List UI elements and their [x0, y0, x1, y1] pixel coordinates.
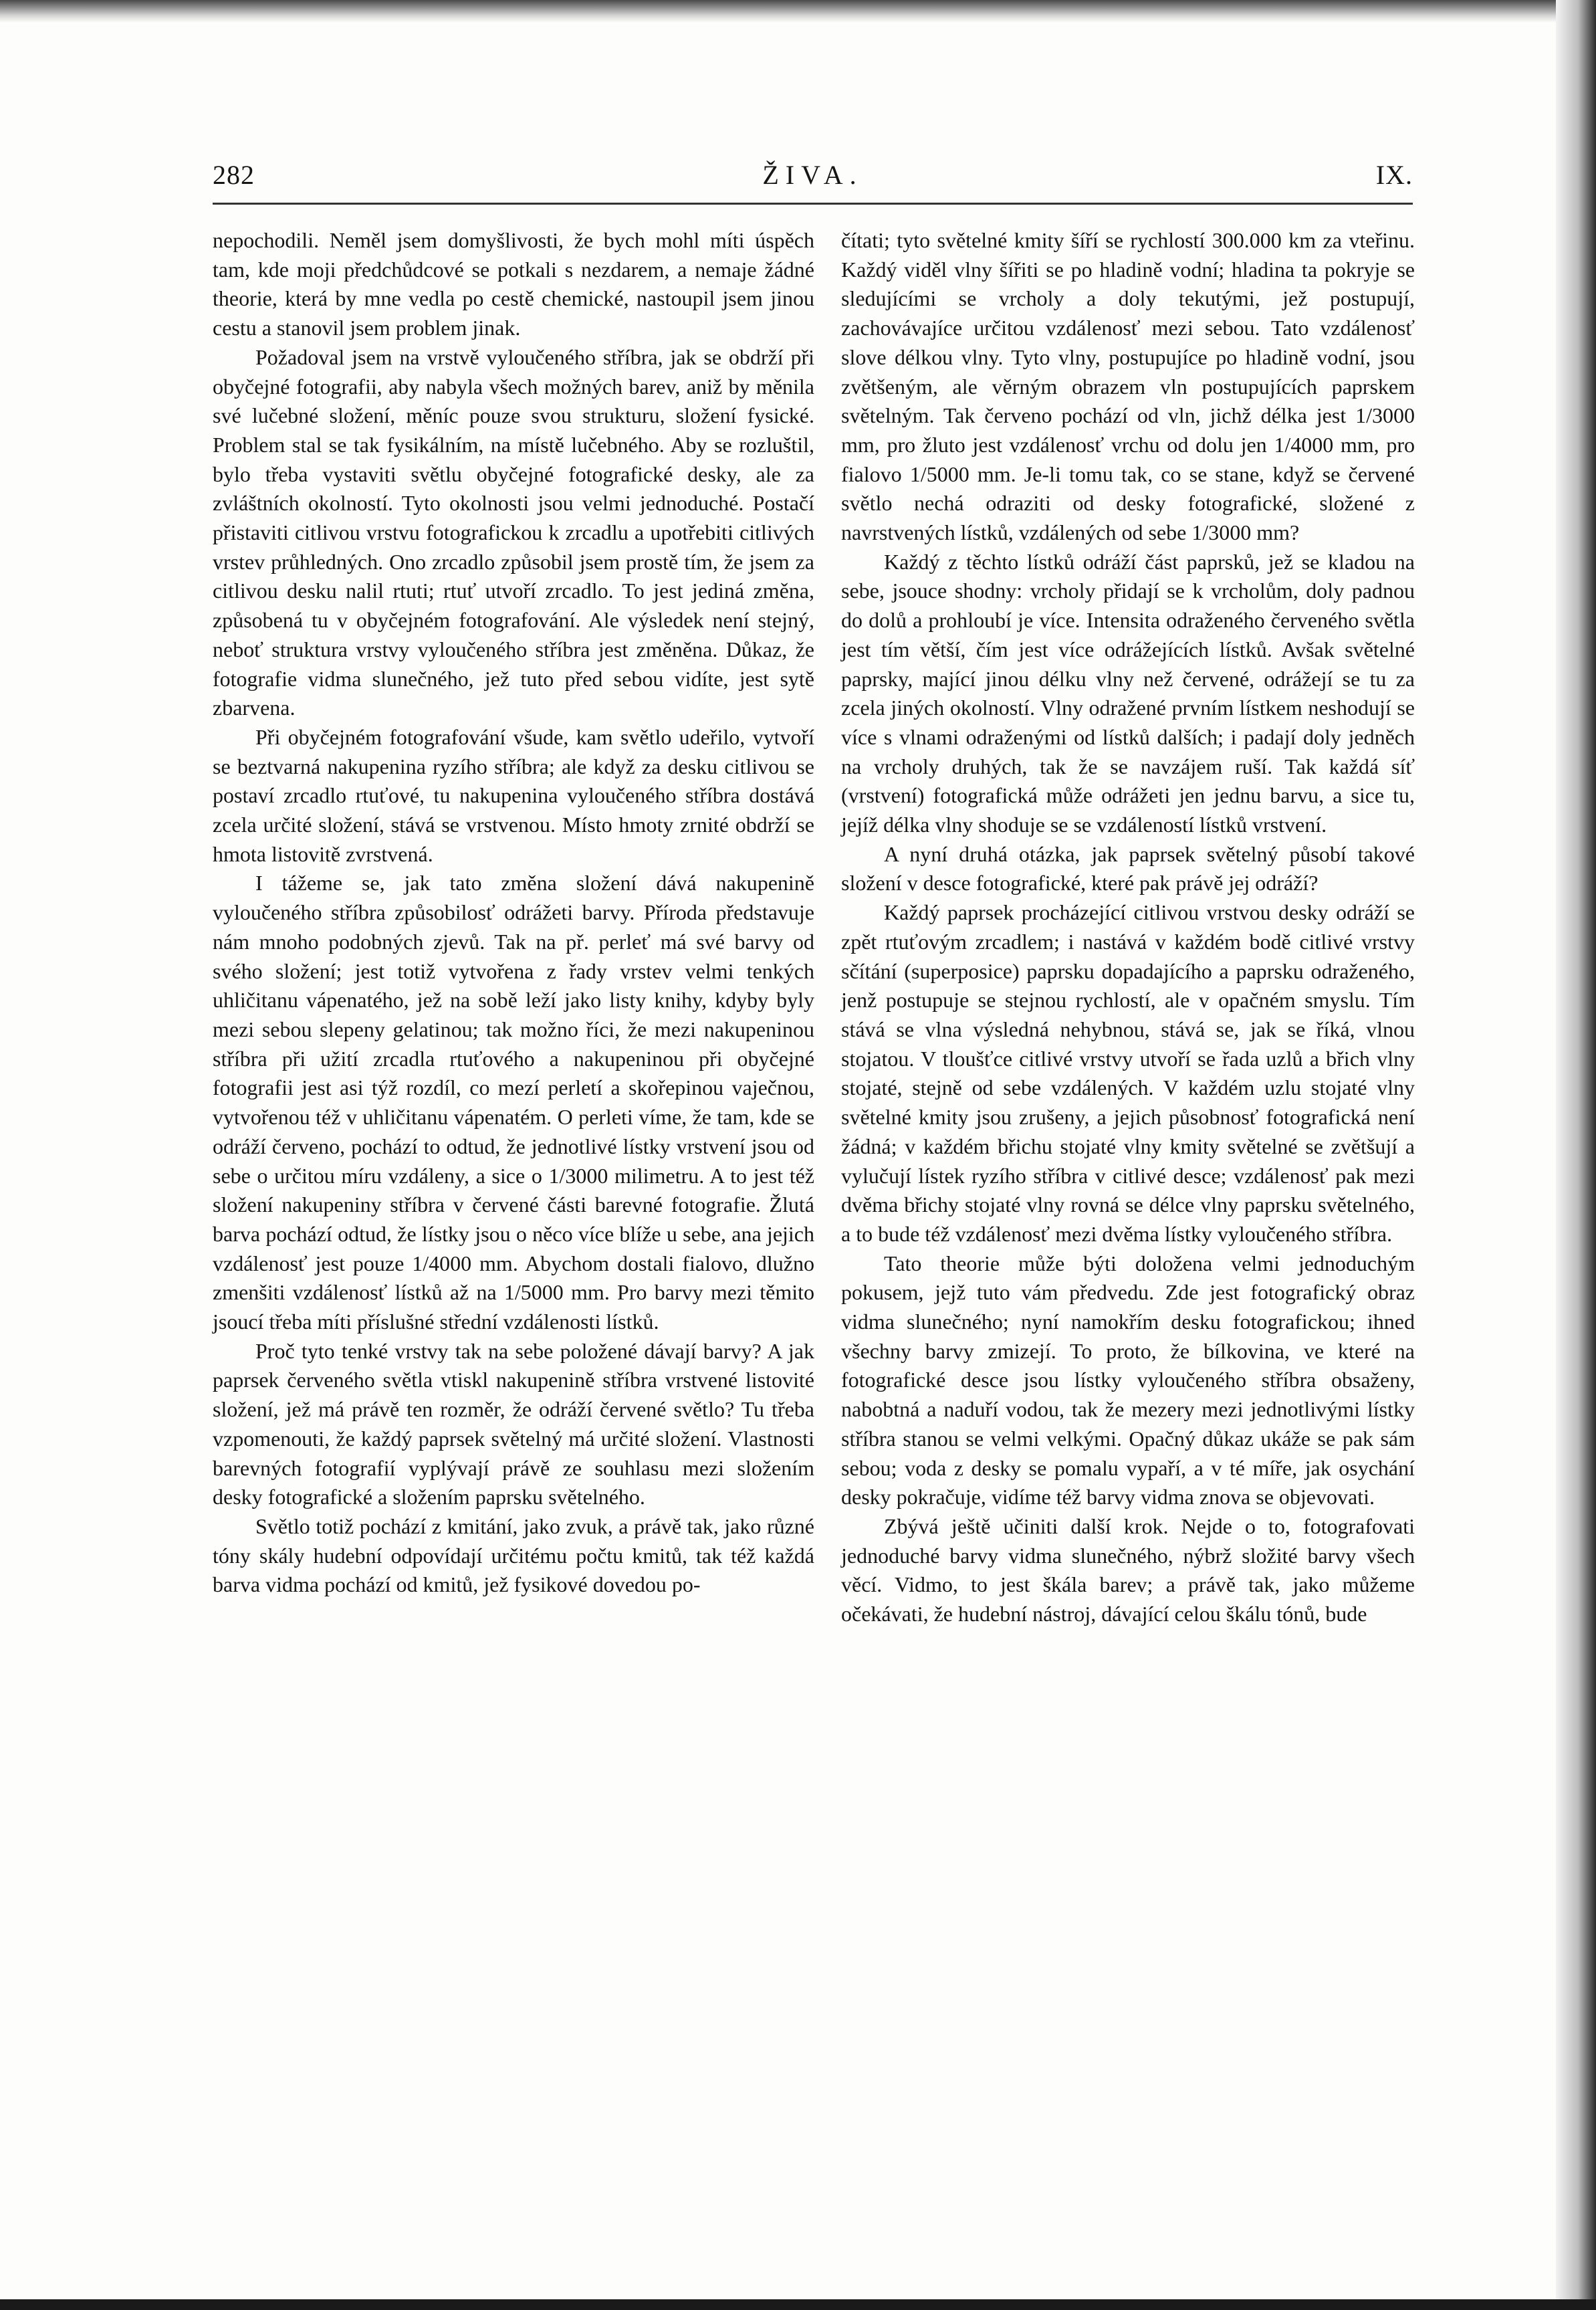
page-number: 282	[213, 160, 255, 190]
paragraph: Proč tyto tenké vrstvy tak na sebe položené dávají barvy? A jak paprsek červeného světla vtiskl nakupenině stříbra vrstvené listovité složení, jež má právě ten rozměr, že odráží červené světlo? Tu třeba vzpomenouti, že každý paprsek světelný má určité složení. Vlastnosti barevných fotografií vyplývají právě ze souhlasu mezi složením desky fotografické a složením paprsku světelného.	[213, 1338, 814, 1509]
paragraph: Požadoval jsem na vrstvě vyloučeného stříbra, jak se obdrží při obyčejné fotografii, aby nabyla všech možných barev, aniž by měnila své lučebné složení, měníc pouze svou strukturu, složení fysické. Problem stal se tak fysikálním, na místě lučebného. Aby se rozluštil, bylo třeba vystaviti světlu obyčejné fotografické desky, ale za zvláštních okolností. Tyto okolnosti jsou velmi jednoduché. Postačí přistaviti citlivou vrstvu fotografickou k zrcadlu a upotřebiti citlivých vrstev průhledných. Ono zrcadlo způsobil jsem prostě tím, že jsem za citlivou desku nalil rtuti; rtuť utvoří zrcadlo. To jest jediná změna, způsobená tu v obyčejném fotografování. Ale výsledek není stejný, neboť struktura vrstvy vyloučeného stříbra jest změněna. Důkaz, že fotografie vidma slunečného, jež tuto před sebou vidíte, jest sytě zbarvena.	[213, 344, 814, 720]
paragraph: Každý z těchto lístků odráží část paprsků, jež se kladou na sebe, jsouce shodny: vrcholy přidají se k vrcholům, doly padnou do dolů a prohloubí je více. Intensita odraženého červeného světla jest tím větší, čím jest více odrážejících lístků. Avšak světelné paprsky, mající jinou délku vlny než červené, odrážejí se tu za zcela jiných okolností. Vlny odražené prvním lístkem neshodují se více s vlnami odraženými od lístků dalších; i padají doly jedněch na vrcholy druhých, tak že se navzájem ruší. Tak každá síť (vrstvení) fotografická může odrážeti jen jednu barvu, a sice tu, jejíž délka vlny shoduje se se vzdáleností lístků vrstvení.	[841, 549, 1415, 837]
right-column	[841, 226, 1415, 1629]
paragraph: I tážeme se, jak tato změna složení dává nakupenině vyloučeného stříbra způsobilosť odrážeti barvy. Příroda představuje nám mnoho podobných zjevů. Tak na př. perleť má své barvy od svého složení; jest totiž vytvořena z řady vrstev velmi tenkých uhličitanu vápenatého, jež na sobě leží jako listy knihy, kdyby byly mezi sebou slepeny gelatinou; tak možno říci, že mezi nakupeninou stříbra při užití zrcadla rtuťového a nakupeninou při obyčejné fotografii jest asi týž rozdíl, co mezí perletí a skořepinou vaječnou, vytvořenou též v uhličitanu vápenatém. O perleti víme, že tam, kde se odráží červeno, pochází to odtud, že jednotlivé lístky vrstvení jsou od sebe o určitou míru vzdáleny, a sice o 1/3000 milimetru. A to jest též složení nakupeniny stříbra v červené části barevné fotografie. Žlutá barva pochází odtud, že lístky jsou o něco více blíže u sebe, ana jejich vzdálenosť jest pouze 1/4000 mm. Abychom dostali fialovo, dlužno zmenšiti vzdálenosť lístků až na 1/5000 mm. Pro barvy mezi těmito jsoucí třeba míti příslušné střední vzdálenosti lístků.	[213, 871, 814, 1334]
scan-bottom-edge	[0, 2299, 1596, 2310]
paragraph: Světlo totiž pochází z kmitání, jako zvuk, a právě tak, jako různé tóny skály hudební odpovídají určitému počtu kmitů, tak též každá barva vidma pochází od kmitů, jež fysikové dovedou po-	[213, 1513, 814, 1597]
running-header	[213, 155, 1413, 202]
journal-title: ŽIVA.	[762, 160, 863, 190]
left-column	[213, 226, 814, 1600]
scan-top-shadow	[0, 0, 1596, 23]
paragraph: Zbývá ještě učiniti další krok. Nejde o to, fotografovati jednoduché barvy vidma slunečného, nýbrž složité barvy všech věcí. Vidmo, to jest škála barev; a právě tak, jako můžeme očekávati, že hudební nástroj, dávající celou škálu tónů, bude	[841, 1513, 1415, 1626]
paragraph: Každý paprsek procházející citlivou vrstvou desky odráží se zpět rtuťovým zrcadlem; i nastává v každém bodě citlivé vrstvy sčítání (superposice) paprsku dopadajícího a paprsku odraženého, jenž postupuje se stejnou rychlostí, ale v opačném smyslu. Tím stává se vlna výsledná nehybnou, stává se, jak se říká, vlnou stojatou. V tloušťce citlivé vrstvy utvoří se řada uzlů a břich vlny stojaté, stejně od sebe vzdálených. V každém uzlu stojaté vlny světelné kmity jsou zrušeny, a jejich působnosť fotografická není žádná; v každém břichu stojaté vlny kmity světelné se zvětšují a vylučují lístek ryzího stříbra v citlivé desce; vzdálenosť pak mezi dvěma břichy stojaté vlny rovná se délce vlny paprsku světelného, a to bude též vzdálenosť mezi dvěma lístky vyloučeného stříbra.	[841, 900, 1415, 1246]
volume-number: IX.	[1375, 160, 1413, 190]
paragraph: Při obyčejném fotografování všude, kam světlo udeřilo, vytvoří se beztvarná nakupenina ryzího stříbra; ale když za desku citlivou se postaví zrcadlo rtuťové, tu nakupenina vyloučeného stříbra dostává zcela určité složení, stává se vrstvenou. Místo hmoty zrnité obdrží se hmota listovitě zvrstvená.	[213, 724, 814, 866]
scan-right-edge	[1556, 0, 1596, 2310]
header-rule	[213, 203, 1413, 205]
paragraph: čítati; tyto světelné kmity šíří se rychlostí 300.000 km za vteřinu. Každý viděl vlny šířiti se po hladině vodní; hladina ta pokryje se sledujícími se vrcholy a doly tekutými, jež postupují, zachovávajíce určitou vzdálenosť mezi sebou. Tato vzdálenosť slove délkou vlny. Tyto vlny, postupujíce po hladině vodní, jsou zvětšeným, ale věrným obrazem vln postupujících paprskem světelným. Tak červeno pochází od vln, jichž délka jest 1/3000 mm, pro žluto jest vzdálenosť vrchu od dolu jen 1/4000 mm, pro fialovo 1/5000 mm. Je-li tomu tak, co se stane, když se červené světlo nechá odraziti od desky fotografické, složené z navrstvených lístků, vzdálených od sebe 1/3000 mm?	[841, 228, 1415, 545]
paragraph: Tato theorie může býti doložena velmi jednoduchým pokusem, jejž tuto vám předvedu. Zde jest fotografický obraz vidma slunečného; nyní namokřím desku fotografickou; ihned všechny barvy zmizejí. To proto, že bílkovina, ve které na fotografické desce jsou lístky vyloučeného stříbra obsaženy, nabobtná a naduří vodou, tak že mezery mezi jednotlivými lístky stříbra stanou se velmi velkými. Opačný důkaz ukáže se pak sám sebou; voda z desky se pomalu vypaří, a v té míře, jak osychání desky pokračuje, vidíme též barvy vidma znova se objevovati.	[841, 1251, 1415, 1509]
paragraph: A nyní druhá otázka, jak paprsek světelný působí takové složení v desce fotografické, které pak právě jej odráží?	[841, 841, 1415, 896]
paragraph: nepochodili. Neměl jsem domyšlivosti, že bych mohl míti úspěch tam, kde moji předchůdcové se potkali s nezdarem, a nemaje žádné theorie, která by mne vedla po cestě chemické, nastoupil jsem jinou cestu a stanovil jsem problem jinak.	[213, 228, 814, 340]
